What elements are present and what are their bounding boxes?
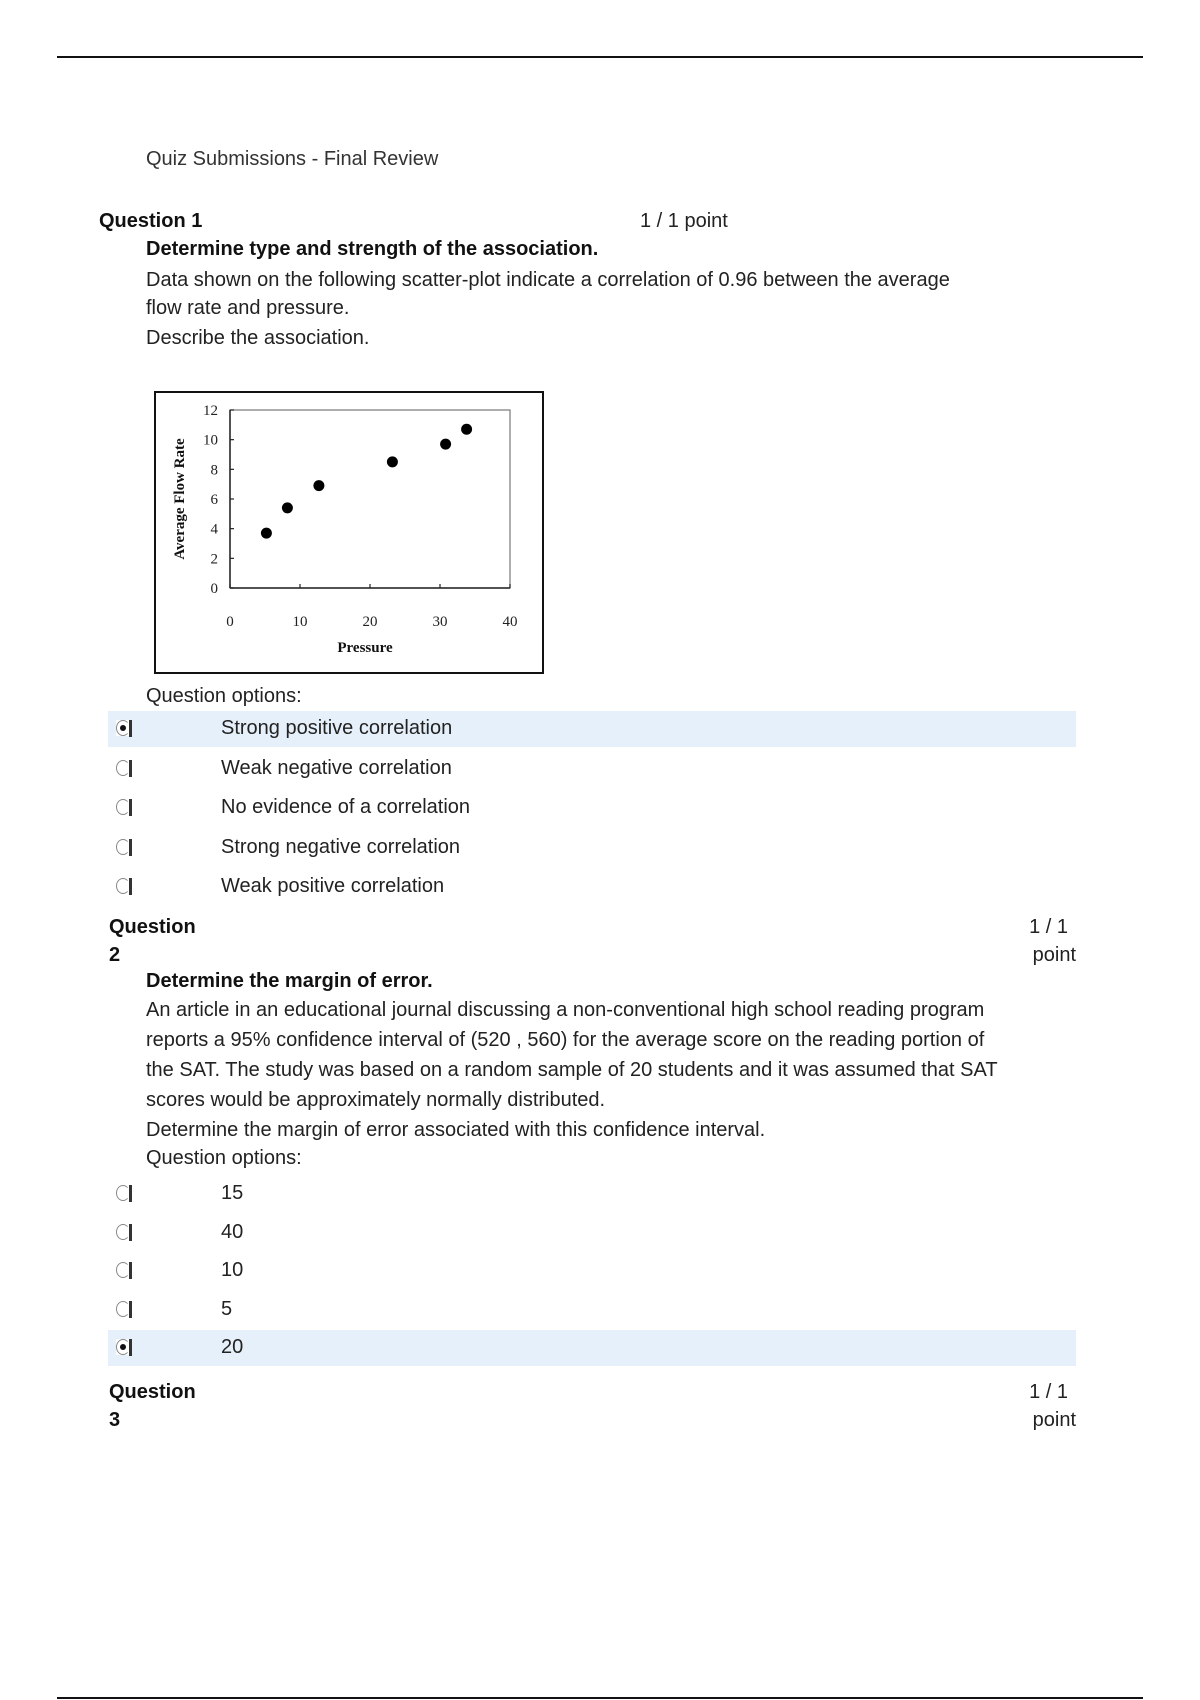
data-point <box>282 502 293 513</box>
x-tick-label: 30 <box>432 614 448 630</box>
option-label: No evidence of a correlation <box>221 796 471 818</box>
radio-unselected-icon[interactable] <box>116 1185 130 1201</box>
radio-unselected-icon[interactable] <box>116 760 130 776</box>
question-3-points-line2: point <box>1032 1409 1076 1431</box>
question-2-label <box>109 913 196 969</box>
radio-selected-icon[interactable] <box>116 1339 130 1355</box>
question-2-text-line: scores would be approximately normally distributed. <box>146 1089 606 1111</box>
option-label: Strong positive correlation <box>221 717 453 739</box>
x-tick-label: 40 <box>502 614 518 630</box>
question-1-text-line: Describe the association. <box>146 327 370 349</box>
radio-unselected-icon[interactable] <box>116 839 130 855</box>
question-2-heading: Determine the margin of error. <box>146 970 433 992</box>
scatter-plot-figure <box>154 391 544 674</box>
y-tick-label: 10 <box>203 432 218 449</box>
option-row[interactable] <box>108 1215 1076 1251</box>
y-tick-label: 6 <box>210 492 218 508</box>
question-1-label: Question 1 <box>99 210 203 232</box>
x-tick-label: 10 <box>292 614 308 630</box>
y-tick-label: 12 <box>203 403 218 419</box>
question-2-text-line: An article in an educational journal discussing a non-conventional high school reading program <box>146 999 985 1021</box>
question-2-options-label: Question options: <box>146 1147 302 1169</box>
option-label: Strong negative correlation <box>221 835 461 858</box>
data-point <box>313 480 324 491</box>
option-row[interactable] <box>108 790 1076 826</box>
radio-selected-icon[interactable] <box>116 720 130 736</box>
question-3-points <box>1029 1378 1076 1434</box>
question-2-text-line: reports a 95% confidence interval of (520 , 560) for the average score on the reading portion of <box>146 1029 985 1051</box>
radio-unselected-icon[interactable] <box>116 1224 130 1240</box>
question-2-text <box>146 995 1096 1145</box>
question-2-points-line1: 1 / 1 <box>1029 916 1068 938</box>
question-2-points-line2: point <box>1032 944 1076 966</box>
option-row[interactable] <box>108 1292 1076 1328</box>
plot-area <box>230 410 510 588</box>
option-row[interactable] <box>108 830 1076 866</box>
option-row[interactable] <box>108 1330 1076 1366</box>
scatter-plot <box>156 393 542 672</box>
option-row[interactable] <box>108 751 1076 787</box>
option-label: Weak positive correlation <box>221 875 445 897</box>
data-point <box>387 456 398 467</box>
data-point <box>461 424 472 435</box>
question-1-text-line: flow rate and pressure. <box>146 297 350 319</box>
question-3-label <box>109 1378 196 1434</box>
question-3-label-line1: Question <box>109 1381 196 1403</box>
question-2-text-line: the SAT. The study was based on a random sample of 20 students and it was assumed that SAT <box>146 1059 998 1081</box>
page-title: Quiz Submissions - Final Review <box>146 148 439 170</box>
question-3-points-line1: 1 / 1 <box>1029 1381 1068 1403</box>
x-tick-label: 0 <box>226 614 234 630</box>
question-1-text-line: Data shown on the following scatter-plot indicate a correlation of 0.96 between the average <box>146 269 950 291</box>
option-label: 10 <box>221 1259 244 1281</box>
option-label: Weak negative correlation <box>221 756 452 779</box>
y-tick-label: 0 <box>210 581 218 597</box>
option-label: 5 <box>221 1297 233 1320</box>
footer-rule <box>57 1697 1143 1699</box>
option-row[interactable] <box>108 711 1076 747</box>
y-axis-title: Average Flow Rate <box>172 438 188 560</box>
option-label: 40 <box>221 1220 244 1243</box>
x-axis-title: Pressure <box>337 640 393 656</box>
header-rule <box>57 56 1143 58</box>
question-2-text-line: Determine the margin of error associated with this confidence interval. <box>146 1119 766 1141</box>
question-1-text <box>146 265 1086 353</box>
option-row[interactable] <box>108 1176 1076 1212</box>
radio-unselected-icon[interactable] <box>116 799 130 815</box>
y-tick-label: 4 <box>210 521 218 538</box>
question-2-label-line1: Question <box>109 916 196 938</box>
option-label: 20 <box>221 1336 244 1358</box>
data-point <box>440 439 451 450</box>
radio-unselected-icon[interactable] <box>116 1262 130 1278</box>
question-2-label-line2: 2 <box>109 944 121 966</box>
y-tick-label: 8 <box>210 462 218 479</box>
option-label: 15 <box>221 1182 244 1204</box>
radio-unselected-icon[interactable] <box>116 878 130 894</box>
option-row[interactable] <box>108 869 1076 905</box>
x-tick-label: 20 <box>362 614 378 630</box>
data-point <box>261 528 272 539</box>
y-tick-label: 2 <box>210 551 218 568</box>
question-1-points: 1 / 1 point <box>640 210 728 232</box>
question-2-points <box>1029 913 1076 969</box>
question-3-label-line2: 3 <box>109 1409 121 1431</box>
question-1-options-label: Question options: <box>146 685 302 707</box>
option-row[interactable] <box>108 1253 1076 1289</box>
question-1-heading: Determine type and strength of the association. <box>146 238 599 260</box>
radio-unselected-icon[interactable] <box>116 1301 130 1317</box>
